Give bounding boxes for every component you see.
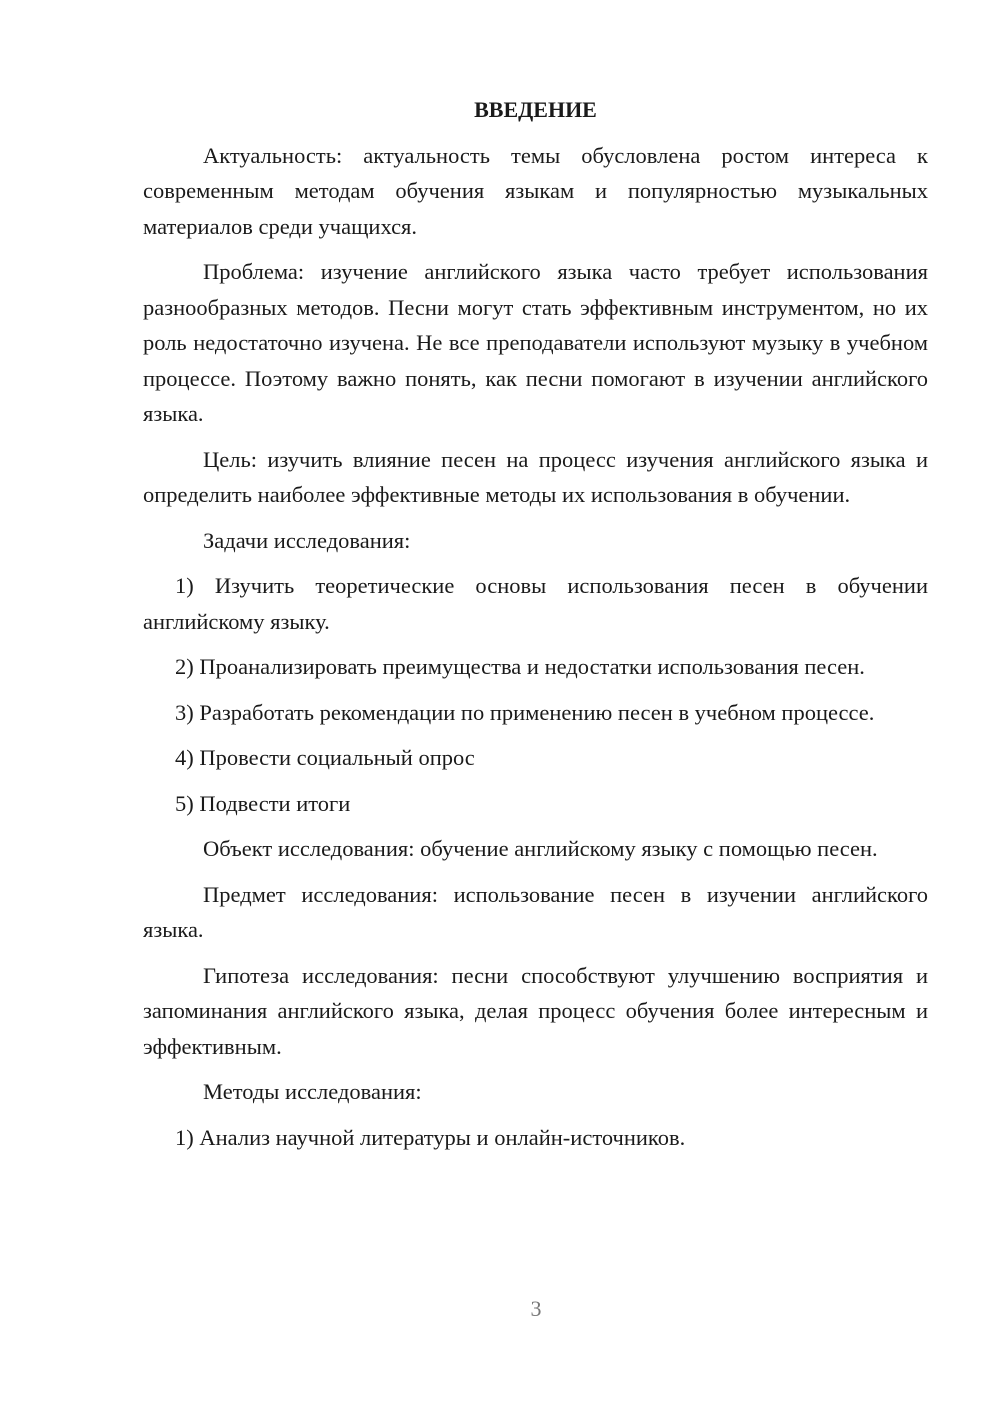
paragraph-problem: Проблема: изучение английского языка часто требует использования разнообразных методов. Песни могут стать эффективным инструментом, но их роль недостаточно изучена. Не все преподаватели используют музыку в учебном процессе. Поэтому важно понять, как песни помогают в изучении английского языка. [143,259,928,426]
paragraph-methods-title: Методы исследования: [203,1079,422,1104]
task-list-item: 3) Разработать рекомендации по применению песен в учебном процессе. [175,699,875,725]
page-content [143,92,928,1165]
paragraph-relevance: Актуальность: актуальность темы обусловлена ростом интереса к современным методам обучения языкам и популярностью музыкальных материалов среди учащихся. [143,142,928,239]
task-list-item: 2) Проанализировать преимущества и недостатки использования песен. [175,654,865,679]
section-heading: ВВЕДЕНИЕ [474,97,597,122]
task-list-item: 5) Подвести итоги [175,790,351,816]
paragraph-tasks-title: Задачи исследования: [203,527,411,553]
paragraph-subject: Предмет исследования: использование песен в изучении английского языка. [143,881,928,942]
paragraph-hypothesis: Гипотеза исследования: песни способствуют улучшению восприятия и запоминания английского языка, делая процесс обучения более интересным и эффективным. [143,962,928,1059]
paragraph-goal: Цель: изучить влияние песен на процесс изучения английского языка и определить наиболее эффективные методы их использования в обучении. [143,446,928,507]
page-number: 3 [530,1296,542,1321]
task-list-item: 4) Провести социальный опрос [175,745,475,770]
paragraph-object: Объект исследования: обучение английскому языку с помощью песен. [203,836,878,861]
task-list-item: 1) Изучить теоретические основы использования песен в обучении английскому языку. [143,573,928,634]
method-list-item: 1) Анализ научной литературы и онлайн-источников. [175,1124,686,1150]
